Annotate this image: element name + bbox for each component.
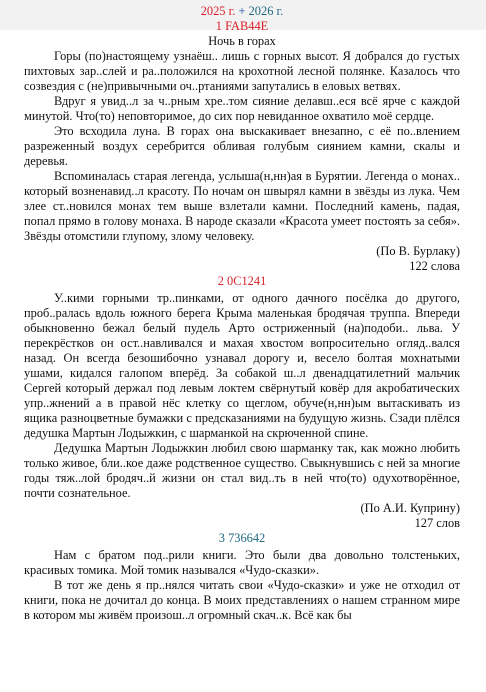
- text-3-paragraph-1: Нам с братом под..рили книги. Это были два довольно толстеньких, красивых томика. Мой томик назывался «Чудо-сказки».: [24, 548, 460, 577]
- text-2-paragraph-2: Дедушка Мартын Лодыжкин любил свою шарманку так, как можно любить только живое, бли..кое даже родственное существо. Свыкнувшись с ней за многие годы тяж..лой бродяч..й жизни он стал вид..ть в ней что(то) одухотворённое, почти сознательное.: [24, 441, 460, 500]
- text-1-heading: [24, 19, 460, 34]
- text-2-heading: [24, 274, 460, 289]
- text-1-author: (По В. Бурлаку): [376, 244, 460, 258]
- text-1-title: Ночь в горах: [208, 34, 276, 48]
- text-1-paragraph-3: Это всходила луна. В горах она выскакивает внезапно, с её по..влением разреженный воздух серебрится обливая голубым сиянием камни, скалы и деревья.: [24, 124, 460, 168]
- text-2-word-count: 127 слов: [414, 516, 460, 530]
- year-plus: +: [238, 4, 246, 18]
- text-1-number: 1: [215, 19, 222, 33]
- text-1-paragraph-4: Вспоминалась старая легенда, услыша(н,нн)ая в Бурятии. Легенда о монах.. который возненавид..л красоту. По ночам он швырял камни в звёзды из лука. Чем злее ст..новился монах тем выше взлетали камни. Последний камень, падая, попал прямо в голову монаха. В народе сказали «Красота умеет постоять за себя». Звёзды отомстили глупому, злому человеку.: [24, 169, 460, 243]
- text-3-code: 736642: [228, 531, 266, 545]
- text-2-number: 2: [217, 274, 224, 288]
- text-2-code: 0C1241: [227, 274, 267, 288]
- year-start: 2025 г.: [200, 4, 236, 18]
- year-end: 2026 г.: [248, 4, 284, 18]
- text-3-paragraph-2: В тот же день я пр..нялся читать свои «Чудо-сказки» и уже не отходил от книги, пока не дочитал до конца. В моих представлениях о нашем странном мире в котором мы живём произош..л огромный скач..к. Всё как бы: [24, 578, 460, 622]
- text-2-paragraph-1: У..кими горными тр..пинками, от одного дачного посёлка до другого, проб..ралась вдоль южного берега Крыма маленькая бродячая труппа. Впереди обыкновенно бежал белый пудель Арто остриженный (на)подоби.. льва. У перекрёстков он ост..навливался и махая хвостом вопросительно огляд..вался назад. Он всегда безошибочно узнавал дорогу и, весело болтая мохнатыми ушами, кидался галопом вперёд. За собакой ш..л двенадцатилетний мальчик Сергей который держал под левым локтем свёрнутый ковёр для акробатических упр..жнений а в правой нёс клетку со щеглом, обуче(н,нн)ым вытаскивать из ящика разноцветные бумажки с предсказаниями на будущую жизнь. Сзади плёлся дедушка Мартын Лодыжкин, с шарманкой на скрюченной спине.: [24, 291, 460, 440]
- text-1-paragraph-1: Горы (по)настоящему узнаёш.. лишь с горных высот. Я добрался до густых пихтовых зар..слей и ра..положился на крохотной лесной полянке. Казалось что созвездия с (не)привычными оч..ртаниями запутались в еловых ветвях.: [24, 49, 460, 93]
- text-1-word-count: 122 слова: [409, 259, 460, 273]
- text-1-code: FAB44E: [225, 19, 269, 33]
- text-3-heading: [24, 531, 460, 546]
- text-1-paragraph-2: Вдруг я увид..л за ч..рным хре..том сияние делавш..еся всё ярче с каждой минутой. Что(то) неповторимое, до сих пор невиданное охватило моё сердце.: [24, 94, 460, 123]
- text-3-number: 3: [218, 531, 225, 545]
- text-2-author: (По А.И. Куприну): [360, 501, 460, 515]
- year-header: [24, 4, 460, 19]
